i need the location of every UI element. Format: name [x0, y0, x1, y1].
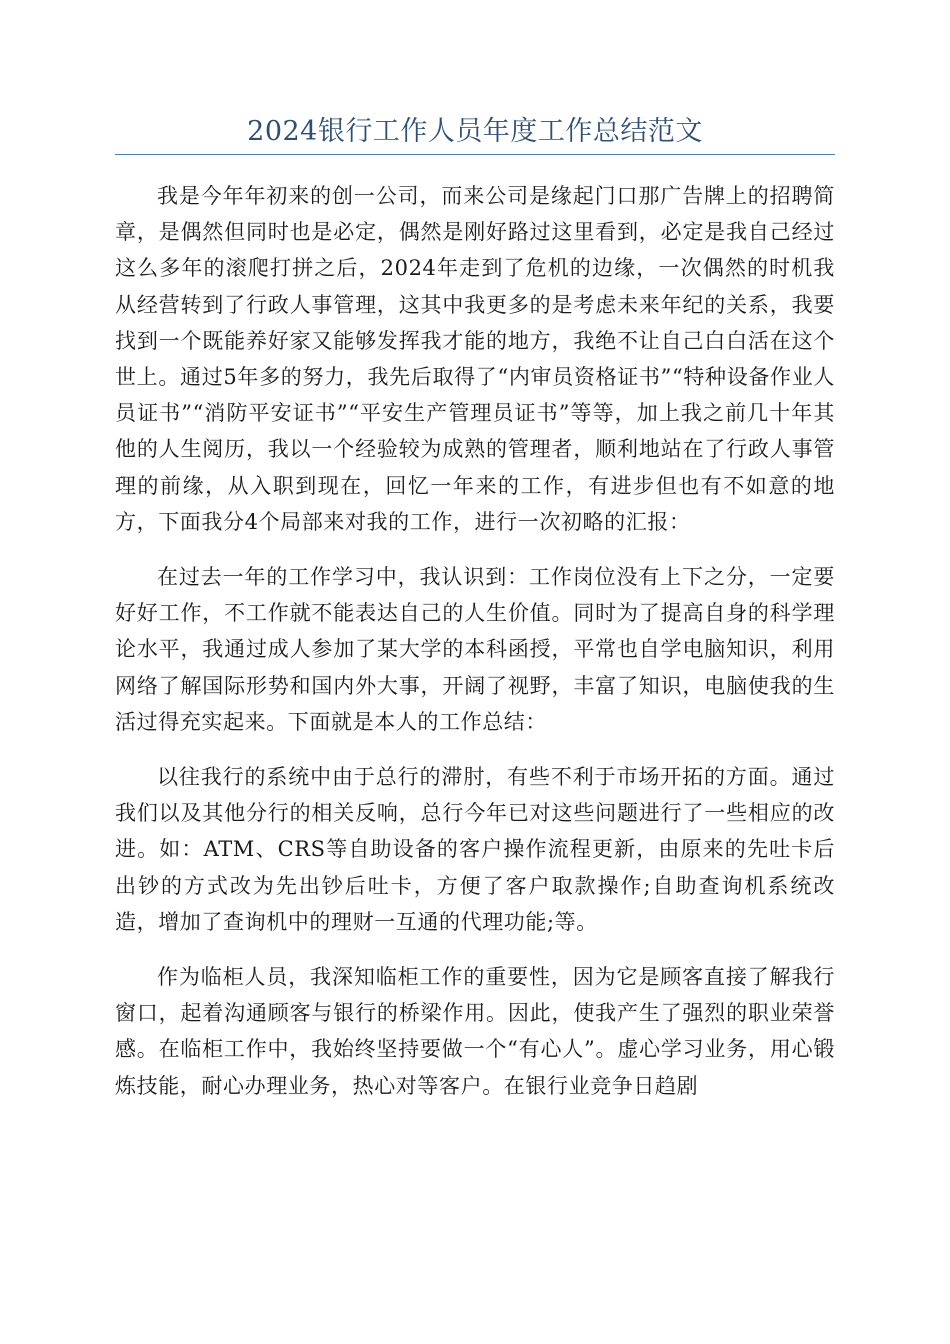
paragraph-4: 作为临柜人员，我深知临柜工作的重要性，因为它是顾客直接了解我行窗口，起着沟通顾客与银行的桥梁作用。因此，使我产生了强烈的职业荣誉感。在临柜工作中，我始终坚持要做一个“有心人”。虚心学习业务，用心锻炼技能，耐心办理业务，热心对等客户。在银行业竞争日趋剧 [115, 965, 835, 1098]
document-title: 2024银行工作人员年度工作总结范文 [247, 116, 703, 147]
paragraph-3: 以往我行的系统中由于总行的滞肘，有些不利于市场开拓的方面。通过我们以及其他分行的相关反响，总行今年已对这些问题进行了一些相应的改进。如：ATM、CRS等自助设备的客户操作流程更新，由原来的先吐卡后出钞的方式改为先出钞后吐卡，方便了客户取款操作;自助查询机系统改造，增加了查询机中的理财一互通的代理功能;等。 [115, 765, 835, 934]
paragraph-2: 在过去一年的工作学习中，我认识到：工作岗位没有上下之分，一定要好好工作，不工作就不能表达自己的人生价值。同时为了提高自身的科学理论水平，我通过成人参加了某大学的本科函授，平常也自学电脑知识，利用网络了解国际形势和国内外大事，开阔了视野，丰富了知识，电脑使我的生活过得充实起来。下面就是本人的工作总结： [115, 565, 835, 734]
title-underline [115, 154, 835, 155]
document-body [115, 178, 835, 1123]
paragraph-1: 我是今年年初来的创一公司，而来公司是缘起门口那广告牌上的招聘简章，是偶然但同时也是必定，偶然是刚好路过这里看到，必定是我自己经过这么多年的滚爬打拼之后，2024年走到了危机的边缘，一次偶然的时机我从经营转到了行政人事管理，这其中我更多的是考虑未来年纪的关系，我要找到一个既能养好家又能够发挥我才能的地方，我绝不让自己白白活在这个世上。通过5年多的努力，我先后取得了“内审员资格证书”“特种设备作业人员证书”“消防平安证书”“平安生产管理员证书”等等，加上我之前几十年其他的人生阅历，我以一个经验较为成熟的管理者，顺利地站在了行政人事管理的前缘，从入职到现在，回忆一年来的工作，有进步但也有不如意的地方，下面我分4个局部来对我的工作，进行一次初略的汇报： [115, 184, 835, 534]
